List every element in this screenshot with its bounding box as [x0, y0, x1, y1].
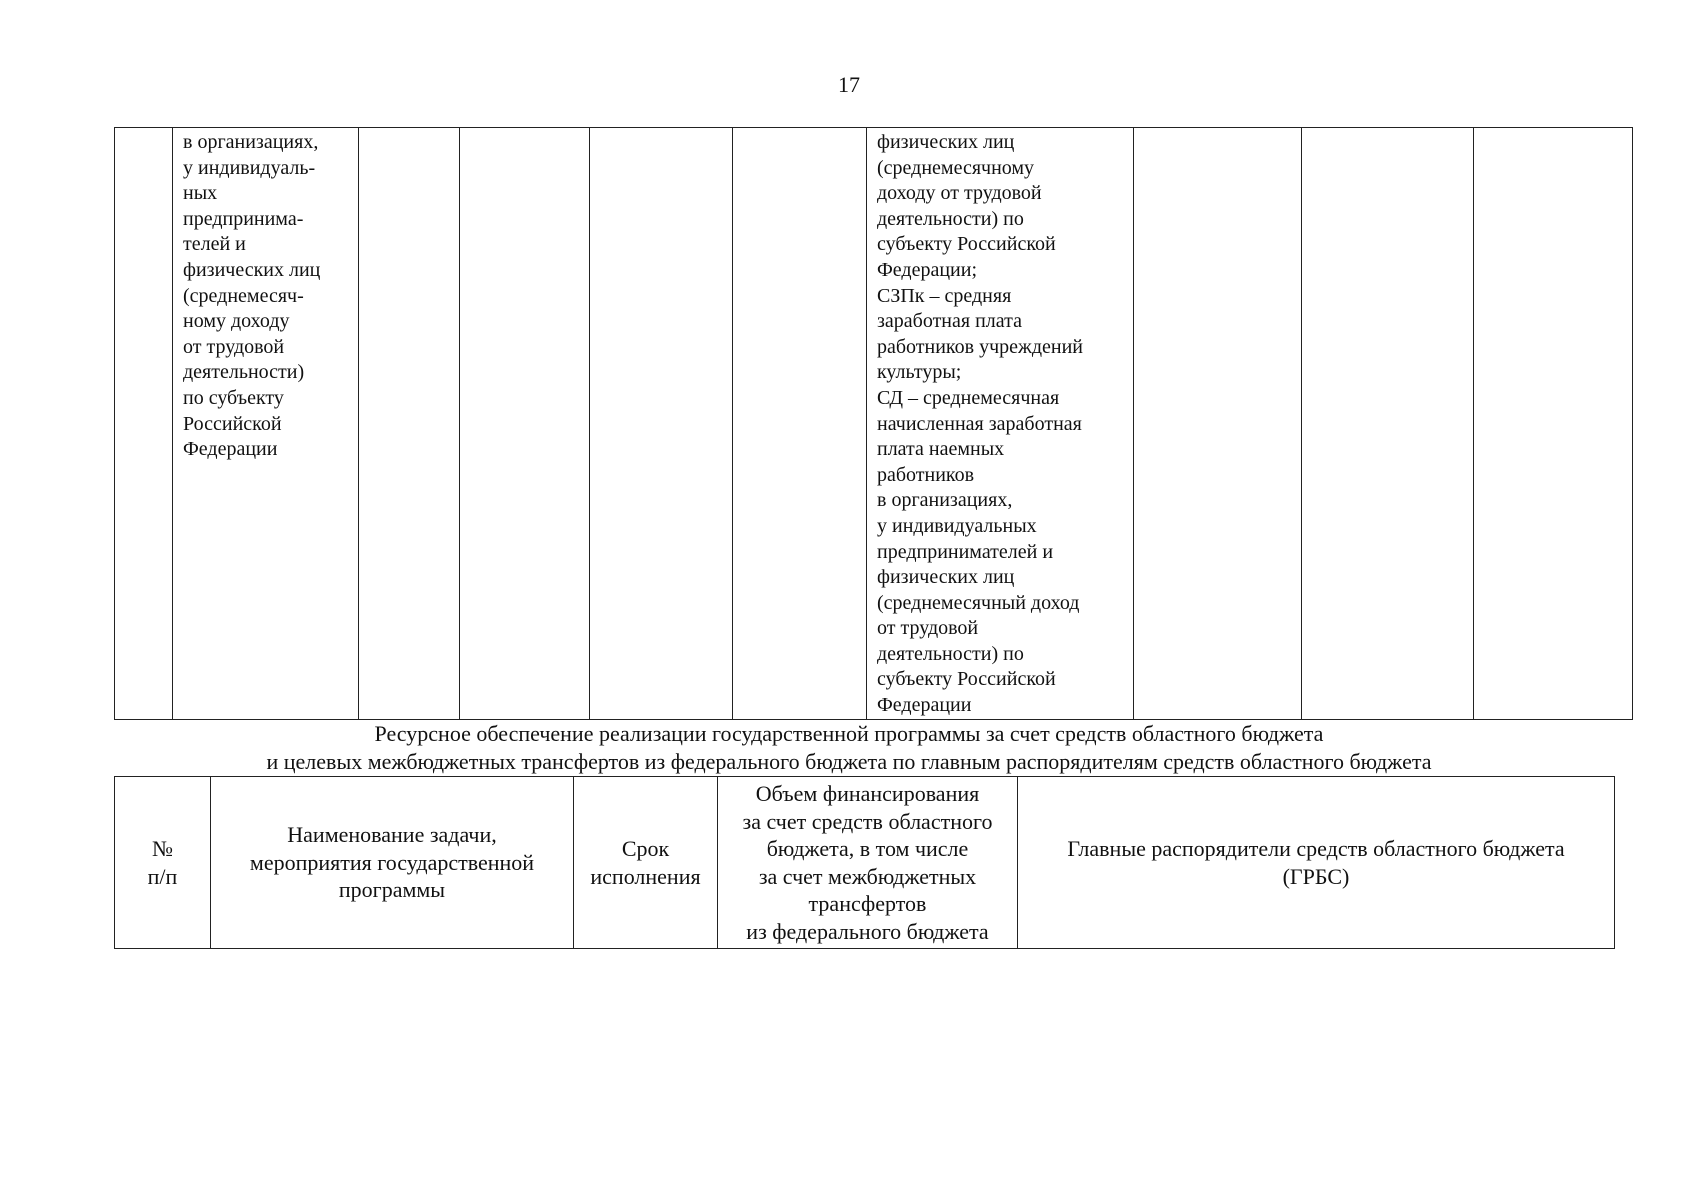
section-heading-line-1: Ресурсное обеспечение реализации государственной программы за счет средств областного бюджета — [374, 721, 1324, 746]
table-cell — [359, 128, 460, 720]
section-heading-line-2: и целевых межбюджетных трансфертов из федерального бюджета по главным распорядителям средств областного бюджета — [266, 749, 1432, 774]
column-header-grbs: Главные распорядители средств областного бюджета (ГРБС) — [1018, 777, 1615, 949]
table-header-row — [115, 777, 1615, 949]
formula-description-text: физических лиц (среднемесячному доходу от трудовой деятельности) по субъекту Российской Федерации; СЗПк – средняя заработная плата работников учреждений культуры; СД – среднемесячная начисленная заработная плата наемных работников в организациях, у индивидуальных предпринимателей и физических лиц (среднемесячный доход от трудовой деятельности) по субъекту Российской Федерации — [877, 131, 1083, 717]
table-cell — [590, 128, 733, 720]
column-header-task-name: Наименование задачи, мероприятия государственной программы — [211, 777, 574, 949]
column-header-deadline: Срок исполнения — [574, 777, 718, 949]
table-cell — [173, 128, 359, 720]
resource-table-header — [114, 776, 1615, 949]
column-header-number: № п/п — [115, 777, 211, 949]
column-header-financing-volume: Объем финансирования за счет средств областного бюджета, в том числе за счет межбюджетных трансфертов из федерального бюджета — [718, 777, 1018, 949]
table-cell — [1302, 128, 1474, 720]
table-cell — [733, 128, 867, 720]
table-cell — [867, 128, 1134, 720]
indicator-text: в организациях, у индивидуаль- ных предпринима- телей и физических лиц (среднемесяч- ному доходу от трудовой деятельности) по субъекту Российской Федерации — [183, 131, 321, 461]
table-row — [115, 128, 1633, 720]
page-number: 17 — [838, 72, 860, 97]
section-heading — [0, 720, 1698, 776]
table-cell — [1474, 128, 1633, 720]
continuation-table — [114, 127, 1633, 720]
table-cell — [115, 128, 173, 720]
table-cell — [1134, 128, 1302, 720]
table-cell — [460, 128, 590, 720]
